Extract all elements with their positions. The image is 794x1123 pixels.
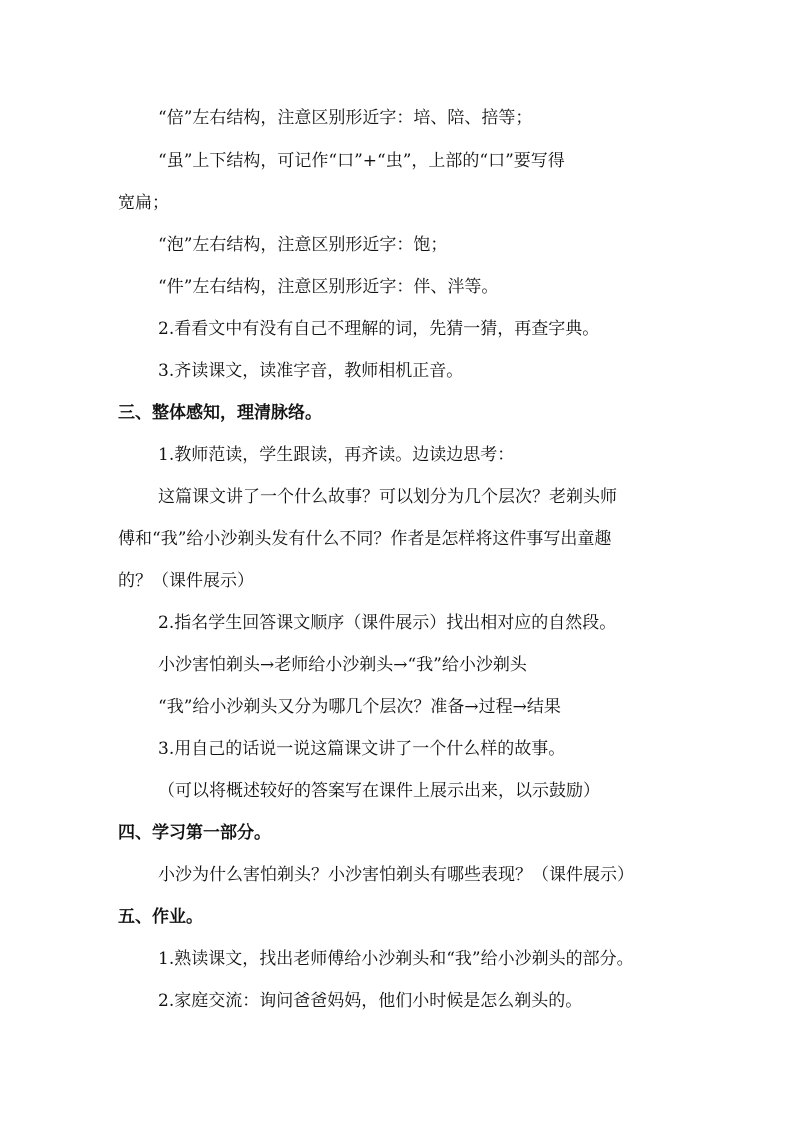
text-line: “件”左右结构，注意区别形近字：伴、泮等。 [158, 277, 499, 297]
text-line: （可以将概述较好的答案写在课件上展示出来，以示鼓励） [158, 781, 600, 801]
text-line: “我”给小沙剃头又分为哪几个层次？准备→过程→结果 [158, 697, 561, 717]
text-line: 2.指名学生回答课文顺序（课件展示）找出相对应的自然段。 [158, 613, 617, 633]
text-line: 1.教师范读，学生跟读，再齐读。边读边思考： [158, 445, 515, 465]
section-heading: 五、作业。 [118, 907, 203, 927]
text-line: 1.熟读课文，找出老师傅给小沙剃头和“我”给小沙剃头的部分。 [158, 949, 634, 969]
text-line: 小沙害怕剃头→老师给小沙剃头→“我”给小沙剃头 [158, 655, 527, 675]
text-line: 的？（课件展示） [118, 571, 254, 591]
text-line: 宽扁； [118, 193, 169, 213]
section-heading: 四、学习第一部分。 [118, 823, 271, 843]
text-line: “虽”上下结构，可记作“口”+“虫”，上部的“口”要写得 [158, 151, 565, 171]
text-line: 小沙为什么害怕剃头？小沙害怕剃头有哪些表现？（课件展示） [158, 865, 634, 885]
text-line: 傅和“我”给小沙剃头发有什么不同？作者是怎样将这件事写出童趣 [118, 529, 612, 549]
text-line: 3.用自己的话说一说这篇课文讲了一个什么样的故事。 [158, 739, 566, 759]
text-line: 2.家庭交流：询问爸爸妈妈，他们小时候是怎么剃头的。 [158, 991, 583, 1011]
text-line: “泡”左右结构，注意区别形近字：饱； [158, 235, 448, 255]
text-line: 2.看看文中有没有自己不理解的词，先猜一猜，再查字典。 [158, 319, 600, 339]
text-line: “倍”左右结构，注意区别形近字：培、陪、掊等； [158, 108, 533, 128]
text-line: 这篇课文讲了一个什么故事？可以划分为几个层次？老剃头师 [158, 487, 617, 507]
text-line: 3.齐读课文，读准字音，教师相机正音。 [158, 361, 464, 381]
section-heading: 三、整体感知，理清脉络。 [118, 403, 322, 423]
